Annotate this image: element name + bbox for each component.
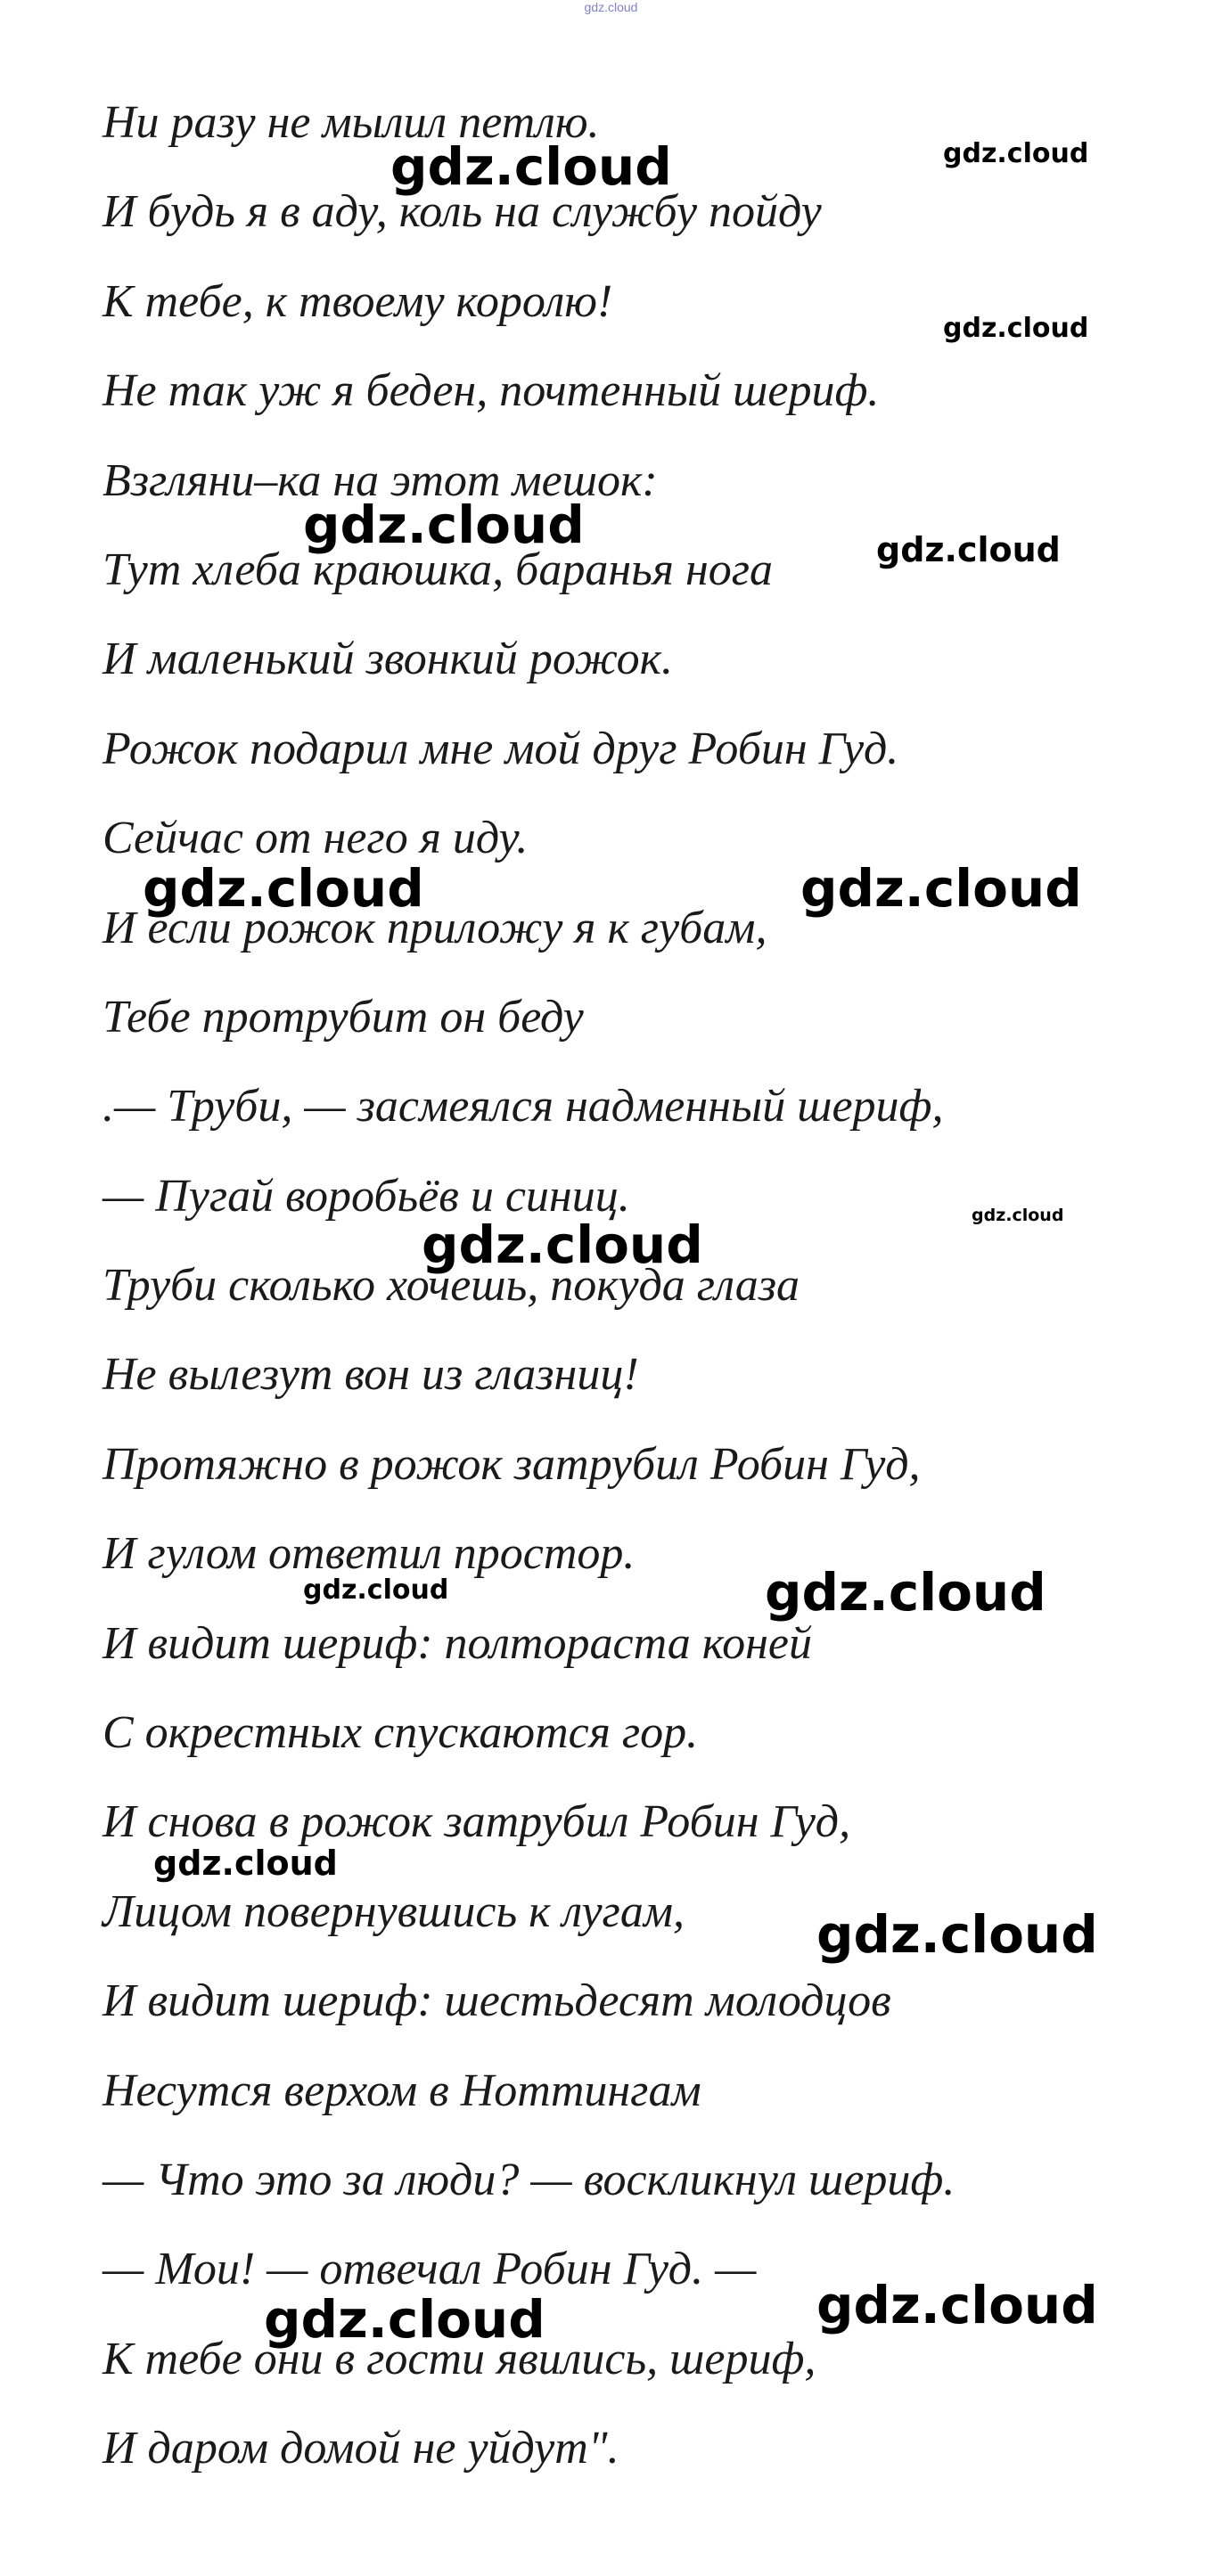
header-watermark: gdz.cloud [584, 0, 638, 14]
poem-text [103, 87, 1172, 2503]
poem-line: — Что это за люди? — воскликнул шериф. [103, 2154, 955, 2205]
poem-line: К тебе, к твоему королю! [103, 275, 613, 327]
watermark-text: gdz.cloud [303, 495, 585, 555]
watermark-text: gdz.cloud [303, 1574, 449, 1606]
poem-line: И если рожок приложу я к губам, [103, 902, 767, 953]
poem-line: И видит шериф: шестьдесят молодцов [103, 1975, 891, 2027]
poem-line: .— Труби, — засмеялся надменный шериф, [103, 1081, 944, 1133]
watermark-text: gdz.cloud [800, 858, 1082, 919]
poem-line: И будь я в аду, коль на службу пойду [103, 186, 822, 238]
poem-line: И даром домой не уйдут". [103, 2423, 619, 2474]
poem-line: Рожок подарил мне мой друг Робин Гуд. [103, 723, 899, 774]
watermark-text: gdz.cloud [876, 530, 1061, 569]
poem-line: Труби сколько хочешь, покуда глаза [103, 1260, 800, 1312]
watermark-text: gdz.cloud [390, 136, 672, 197]
watermark-text: gdz.cloud [943, 138, 1089, 169]
poem-line: Протяжно в рожок затрубил Робин Гуд, [103, 1438, 921, 1490]
watermark-text: gdz.cloud [264, 2289, 545, 2350]
watermark-text: gdz.cloud [143, 858, 424, 919]
poem-line: И маленький звонкий рожок. [103, 634, 673, 685]
poem-line: И снова в рожок затрубил Робин Гуд, [103, 1796, 851, 1848]
watermark-text: gdz.cloud [816, 1904, 1098, 1965]
poem-line: Ни разу не мылил петлю. [103, 97, 600, 148]
poem-line: Взгляни–ка на этот мешок: [103, 454, 658, 506]
poem-line: К тебе они в гости явились, шериф, [103, 2333, 816, 2384]
poem-line: И видит шериф: полтораста коней [103, 1617, 812, 1669]
poem-line: — Мои! — отвечал Робин Гуд. — [103, 2244, 757, 2295]
poem-line: Лицом повернувшись к лугам, [103, 1885, 685, 1937]
poem-line: Сейчас от него я иду. [103, 813, 529, 864]
poem-line: Тебе протрубит он беду [103, 991, 584, 1043]
poem-line: Несутся верхом в Ноттингам [103, 2065, 701, 2116]
watermark-text: gdz.cloud [943, 313, 1089, 344]
watermark-text: gdz.cloud [765, 1562, 1046, 1623]
poem-line: Не вылезут вон из глазниц! [103, 1349, 639, 1401]
watermark-text: gdz.cloud [422, 1214, 703, 1275]
poem-line: — Пугай воробьёв и синиц. [103, 1170, 630, 1222]
poem-line: Тут хлеба краюшка, баранья нога [103, 544, 774, 595]
watermark-text: gdz.cloud [972, 1206, 1064, 1225]
watermark-text: gdz.cloud [153, 1844, 338, 1883]
poem-line: Не так уж я беден, почтенный шериф. [103, 365, 880, 417]
watermark-text: gdz.cloud [816, 2275, 1098, 2335]
poem-line: С окрестных спускаются гор. [103, 1707, 699, 1759]
poem-line: И гулом ответил простор. [103, 1528, 636, 1580]
